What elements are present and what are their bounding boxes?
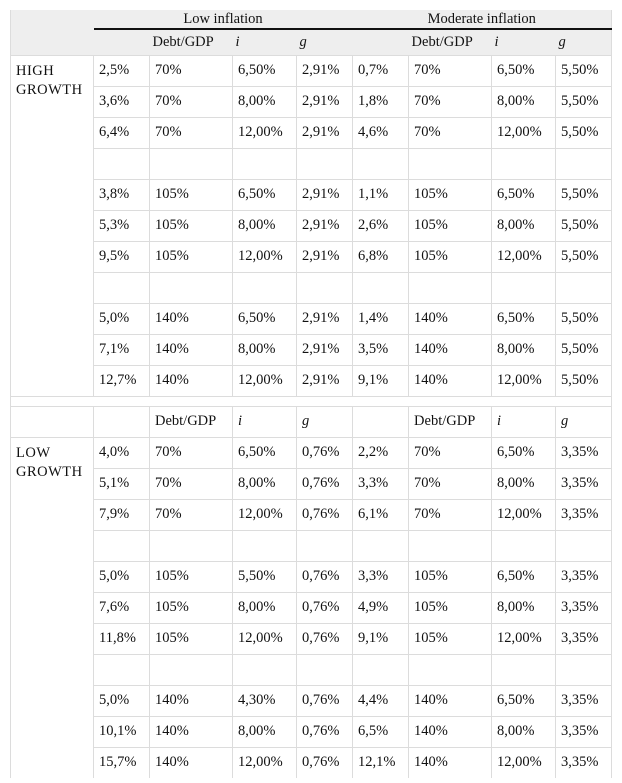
- table-cell: 3,35%: [556, 716, 612, 747]
- blank-cell: [150, 530, 233, 561]
- low-growth-label: LOW GROWTH: [11, 437, 94, 778]
- table-cell: 105%: [409, 210, 492, 241]
- table-cell: 105%: [409, 561, 492, 592]
- table-cell: 2,91%: [297, 179, 353, 210]
- table-cell: 0,76%: [297, 747, 353, 778]
- low-blank-header-cell: [94, 406, 150, 437]
- table-cell: 2,91%: [297, 117, 353, 148]
- table-cell: 140%: [150, 303, 233, 334]
- low-blank-header: [94, 29, 150, 55]
- blank-cell: [150, 148, 233, 179]
- table-cell: 5,0%: [94, 561, 150, 592]
- blank-cell: [150, 654, 233, 685]
- table-cell: 4,0%: [94, 437, 150, 468]
- blank-cell: [353, 272, 409, 303]
- table-cell: 12,00%: [233, 365, 297, 396]
- table-cell: 3,35%: [556, 592, 612, 623]
- table-cell: 0,76%: [297, 561, 353, 592]
- table-cell: 6,50%: [492, 55, 556, 86]
- table-cell: 12,00%: [233, 117, 297, 148]
- mod-i-header: i: [492, 29, 556, 55]
- mod-blank-header: [353, 29, 409, 55]
- table-cell: 8,00%: [233, 716, 297, 747]
- table-cell: 140%: [409, 685, 492, 716]
- table-cell: 12,00%: [233, 623, 297, 654]
- table-cell: 70%: [409, 499, 492, 530]
- table-cell: 3,6%: [94, 86, 150, 117]
- table-cell: 2,2%: [353, 437, 409, 468]
- table-cell: 105%: [150, 241, 233, 272]
- table-cell: 70%: [150, 86, 233, 117]
- table-cell: 70%: [409, 86, 492, 117]
- table-cell: 2,91%: [297, 55, 353, 86]
- table-cell: 140%: [150, 334, 233, 365]
- table-cell: 12,00%: [233, 747, 297, 778]
- table-cell: 12,00%: [492, 117, 556, 148]
- low-g-header-cell: g: [297, 406, 353, 437]
- blank-cell: [297, 530, 353, 561]
- table-cell: 70%: [150, 499, 233, 530]
- table-cell: 12,00%: [492, 365, 556, 396]
- mod-blank-header-cell: [353, 406, 409, 437]
- table-cell: 6,5%: [353, 716, 409, 747]
- blank-row: [11, 148, 612, 179]
- table-cell: 8,00%: [492, 592, 556, 623]
- table-cell: 5,50%: [556, 334, 612, 365]
- table-body: [11, 55, 612, 778]
- blank-cell: [409, 148, 492, 179]
- table-cell: 6,50%: [492, 561, 556, 592]
- table-cell: 6,8%: [353, 241, 409, 272]
- blank-cell: [150, 272, 233, 303]
- table-cell: 140%: [409, 716, 492, 747]
- table-cell: 105%: [150, 623, 233, 654]
- table-cell: 8,00%: [233, 468, 297, 499]
- table-cell: 5,50%: [556, 210, 612, 241]
- table-cell: 2,6%: [353, 210, 409, 241]
- blank-cell: [233, 148, 297, 179]
- table-cell: 70%: [409, 55, 492, 86]
- table-cell: 140%: [150, 716, 233, 747]
- blank-row: [11, 530, 612, 561]
- moderate-inflation-header: Moderate inflation: [353, 10, 612, 29]
- table-cell: 6,50%: [233, 55, 297, 86]
- blank-cell: [556, 272, 612, 303]
- table-cell: 12,1%: [353, 747, 409, 778]
- table-cell: 8,00%: [233, 210, 297, 241]
- table-cell: 4,9%: [353, 592, 409, 623]
- table-cell: 105%: [150, 592, 233, 623]
- spacer-cell: [11, 396, 612, 406]
- table-cell: 2,91%: [297, 210, 353, 241]
- table-row: [11, 334, 612, 365]
- table-cell: 2,5%: [94, 55, 150, 86]
- table-cell: 12,00%: [492, 499, 556, 530]
- table-cell: 2,91%: [297, 334, 353, 365]
- table-cell: 8,00%: [233, 334, 297, 365]
- table-cell: 12,00%: [233, 499, 297, 530]
- blank-cell: [297, 148, 353, 179]
- table-cell: 140%: [150, 365, 233, 396]
- low-i-header-cell: i: [233, 406, 297, 437]
- header-corner-sub: [11, 29, 94, 55]
- blank-cell: [297, 272, 353, 303]
- table-cell: 140%: [409, 303, 492, 334]
- blank-row: [11, 654, 612, 685]
- table-cell: 70%: [150, 55, 233, 86]
- table-cell: 140%: [150, 747, 233, 778]
- blank-cell: [556, 148, 612, 179]
- debt-scenarios-table: [10, 10, 612, 778]
- table-cell: 2,91%: [297, 365, 353, 396]
- blank-cell: [94, 272, 150, 303]
- table-cell: 140%: [409, 334, 492, 365]
- table-cell: 2,91%: [297, 241, 353, 272]
- table-cell: 6,50%: [492, 179, 556, 210]
- table-row: [11, 303, 612, 334]
- mod-debt-gdp-header-cell: Debt/GDP: [409, 406, 492, 437]
- table-cell: 105%: [409, 623, 492, 654]
- table-row: [11, 747, 612, 778]
- blank-cell: [353, 148, 409, 179]
- table-cell: 5,1%: [94, 468, 150, 499]
- table-cell: 0,76%: [297, 592, 353, 623]
- table-cell: 3,35%: [556, 747, 612, 778]
- table-cell: 6,50%: [492, 685, 556, 716]
- table-cell: 8,00%: [492, 210, 556, 241]
- table-row: [11, 623, 612, 654]
- table-cell: 0,76%: [297, 437, 353, 468]
- blank-cell: [492, 272, 556, 303]
- blank-cell: [94, 530, 150, 561]
- table-cell: 3,35%: [556, 468, 612, 499]
- blank-cell: [409, 272, 492, 303]
- blank-cell: [233, 530, 297, 561]
- table-cell: 70%: [409, 468, 492, 499]
- mod-debt-gdp-header: Debt/GDP: [409, 29, 492, 55]
- blank-header-cell: [11, 406, 94, 437]
- table-cell: 8,00%: [233, 592, 297, 623]
- table-row: [11, 499, 612, 530]
- table-cell: 0,7%: [353, 55, 409, 86]
- table-cell: 1,1%: [353, 179, 409, 210]
- table-cell: 6,4%: [94, 117, 150, 148]
- blank-cell: [556, 654, 612, 685]
- table-cell: 3,35%: [556, 685, 612, 716]
- blank-cell: [94, 654, 150, 685]
- table-cell: 105%: [409, 179, 492, 210]
- table-cell: 12,00%: [492, 747, 556, 778]
- repeated-column-header-row: [11, 406, 612, 437]
- table-cell: 0,76%: [297, 499, 353, 530]
- table-cell: 105%: [150, 210, 233, 241]
- table-cell: 7,9%: [94, 499, 150, 530]
- table-cell: 6,50%: [492, 437, 556, 468]
- table-row: [11, 685, 612, 716]
- low-inflation-header: Low inflation: [94, 10, 353, 29]
- table-cell: 3,35%: [556, 437, 612, 468]
- table-cell: 15,7%: [94, 747, 150, 778]
- blank-cell: [492, 654, 556, 685]
- table-row: [11, 716, 612, 747]
- mod-g-header: g: [556, 29, 612, 55]
- table-row: [11, 241, 612, 272]
- table-cell: 70%: [150, 437, 233, 468]
- blank-cell: [233, 654, 297, 685]
- section-spacer: [11, 396, 612, 406]
- table-cell: 105%: [150, 561, 233, 592]
- table-cell: 140%: [150, 685, 233, 716]
- table-row: [11, 117, 612, 148]
- table-row: [11, 55, 612, 86]
- table-cell: 12,00%: [492, 623, 556, 654]
- table-cell: 3,35%: [556, 561, 612, 592]
- table-cell: 5,0%: [94, 685, 150, 716]
- table-cell: 70%: [150, 468, 233, 499]
- table-row: [11, 210, 612, 241]
- table-cell: 5,50%: [556, 86, 612, 117]
- high-growth-label: HIGH GROWTH: [11, 55, 94, 396]
- table-cell: 2,91%: [297, 303, 353, 334]
- table-cell: 12,7%: [94, 365, 150, 396]
- table-cell: 12,00%: [233, 241, 297, 272]
- table-cell: 0,76%: [297, 716, 353, 747]
- table-cell: 7,1%: [94, 334, 150, 365]
- blank-cell: [492, 530, 556, 561]
- table-cell: 5,50%: [556, 117, 612, 148]
- blank-cell: [94, 148, 150, 179]
- table-cell: 9,1%: [353, 365, 409, 396]
- table-row: [11, 365, 612, 396]
- table-cell: 1,8%: [353, 86, 409, 117]
- table-cell: 5,50%: [233, 561, 297, 592]
- table-cell: 0,76%: [297, 623, 353, 654]
- table-row: [11, 179, 612, 210]
- table-cell: 140%: [409, 747, 492, 778]
- table-cell: 8,00%: [233, 86, 297, 117]
- table-cell: 5,50%: [556, 55, 612, 86]
- table-cell: 10,1%: [94, 716, 150, 747]
- low-g-header: g: [297, 29, 353, 55]
- table-cell: 5,3%: [94, 210, 150, 241]
- blank-row: [11, 272, 612, 303]
- table-cell: 140%: [409, 365, 492, 396]
- table-cell: 105%: [409, 241, 492, 272]
- table-cell: 3,3%: [353, 468, 409, 499]
- low-i-header: i: [233, 29, 297, 55]
- blank-cell: [556, 530, 612, 561]
- table-cell: 5,50%: [556, 179, 612, 210]
- table-cell: 5,50%: [556, 303, 612, 334]
- mod-g-header-cell: g: [556, 406, 612, 437]
- blank-cell: [409, 530, 492, 561]
- table-cell: 5,50%: [556, 241, 612, 272]
- table-cell: 3,5%: [353, 334, 409, 365]
- table-cell: 9,1%: [353, 623, 409, 654]
- table-cell: 5,0%: [94, 303, 150, 334]
- table-cell: 105%: [409, 592, 492, 623]
- low-debt-gdp-header-cell: Debt/GDP: [150, 406, 233, 437]
- table-cell: 4,6%: [353, 117, 409, 148]
- table-row: [11, 437, 612, 468]
- table-cell: 6,50%: [233, 303, 297, 334]
- group-header-row: [11, 10, 612, 29]
- table-cell: 8,00%: [492, 334, 556, 365]
- blank-cell: [353, 654, 409, 685]
- table-cell: 6,50%: [233, 437, 297, 468]
- table-row: [11, 592, 612, 623]
- blank-cell: [353, 530, 409, 561]
- table-row: [11, 561, 612, 592]
- table-cell: 4,30%: [233, 685, 297, 716]
- table-cell: 11,8%: [94, 623, 150, 654]
- table-cell: 2,91%: [297, 86, 353, 117]
- blank-cell: [233, 272, 297, 303]
- table-cell: 1,4%: [353, 303, 409, 334]
- table-cell: 6,50%: [492, 303, 556, 334]
- table-row: [11, 468, 612, 499]
- table-cell: 8,00%: [492, 86, 556, 117]
- low-debt-gdp-header: Debt/GDP: [150, 29, 233, 55]
- table-row: [11, 86, 612, 117]
- table-cell: 6,1%: [353, 499, 409, 530]
- blank-cell: [297, 654, 353, 685]
- header-corner: [11, 10, 94, 29]
- table-cell: 0,76%: [297, 685, 353, 716]
- table-cell: 8,00%: [492, 716, 556, 747]
- table-cell: 9,5%: [94, 241, 150, 272]
- table-cell: 3,35%: [556, 623, 612, 654]
- table-cell: 3,35%: [556, 499, 612, 530]
- blank-cell: [492, 148, 556, 179]
- mod-i-header-cell: i: [492, 406, 556, 437]
- table-cell: 105%: [150, 179, 233, 210]
- table-cell: 70%: [409, 117, 492, 148]
- table-cell: 7,6%: [94, 592, 150, 623]
- table-cell: 5,50%: [556, 365, 612, 396]
- table-cell: 12,00%: [492, 241, 556, 272]
- table-cell: 4,4%: [353, 685, 409, 716]
- debt-scenarios-table-container: [10, 10, 611, 778]
- table-cell: 70%: [150, 117, 233, 148]
- table-cell: 0,76%: [297, 468, 353, 499]
- table-cell: 3,8%: [94, 179, 150, 210]
- blank-cell: [409, 654, 492, 685]
- table-cell: 70%: [409, 437, 492, 468]
- table-cell: 8,00%: [492, 468, 556, 499]
- table-cell: 6,50%: [233, 179, 297, 210]
- column-header-row: [11, 29, 612, 55]
- table-cell: 3,3%: [353, 561, 409, 592]
